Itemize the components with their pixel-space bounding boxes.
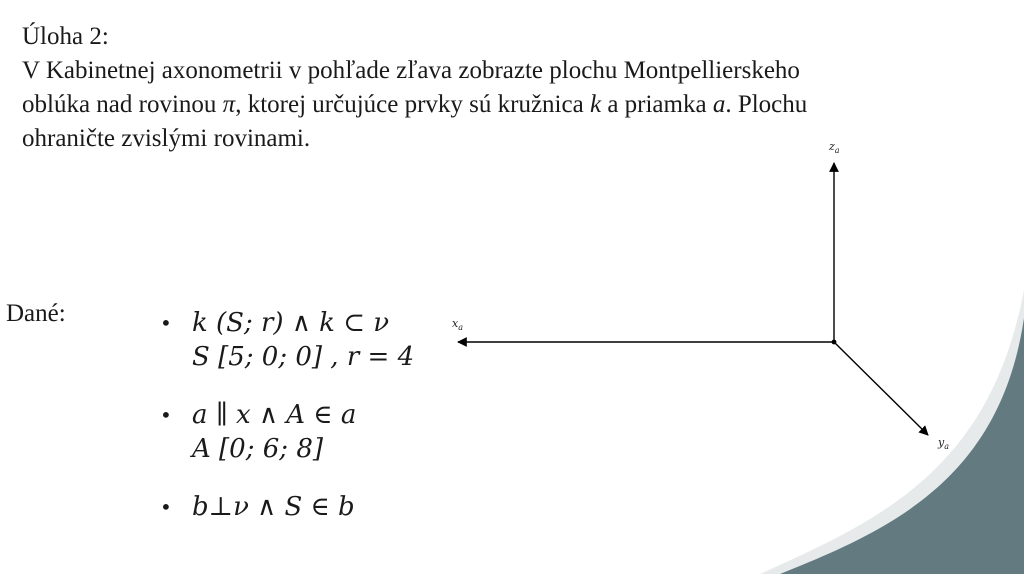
bullet-icon: • (160, 495, 172, 519)
task-line-1: V Kabinetnej axonometrii v pohľade zľava zobrazte plochu Montpellierskeho (22, 57, 800, 84)
task-line-2-text-4: . Plochu (725, 91, 808, 118)
formula-line-b: b⊥ν ∧ S ∈ b (192, 492, 355, 522)
task-line-2-text-1: oblúka nad rovinou (22, 91, 223, 118)
y-axis-line (834, 342, 928, 435)
line-a-symbol: a (712, 91, 726, 118)
formula-line-definition: a ∥ x ∧ A ∈ a (192, 400, 357, 430)
origin-point (832, 340, 837, 345)
task-line-2-text-3: a priamka (601, 91, 713, 118)
given-label: Dané: (6, 300, 66, 327)
plane-pi-symbol: π (222, 91, 236, 118)
task-line-3: ohraničte zvislými rovinami. (22, 125, 311, 152)
task-line-2-text-2: , ktorej určujúce prvky sú kružnica (235, 91, 590, 118)
formula-point-a: A [0; 6; 8] (192, 434, 324, 464)
x-axis-label: $x_a$ (452, 317, 463, 332)
bullet-icon: • (160, 311, 172, 335)
z-axis-label: $z_a$ (829, 140, 840, 155)
circle-k-symbol: k (589, 91, 602, 118)
task-heading: Úloha 2: (22, 23, 109, 50)
y-axis-label: $y_a$ (938, 436, 949, 451)
formula-circle-definition: k (S; r) ∧ k ⊂ ν (192, 308, 390, 338)
formula-center-radius: S [5; 0; 0] , r = 4 (192, 342, 415, 372)
bullet-icon: • (160, 403, 172, 427)
